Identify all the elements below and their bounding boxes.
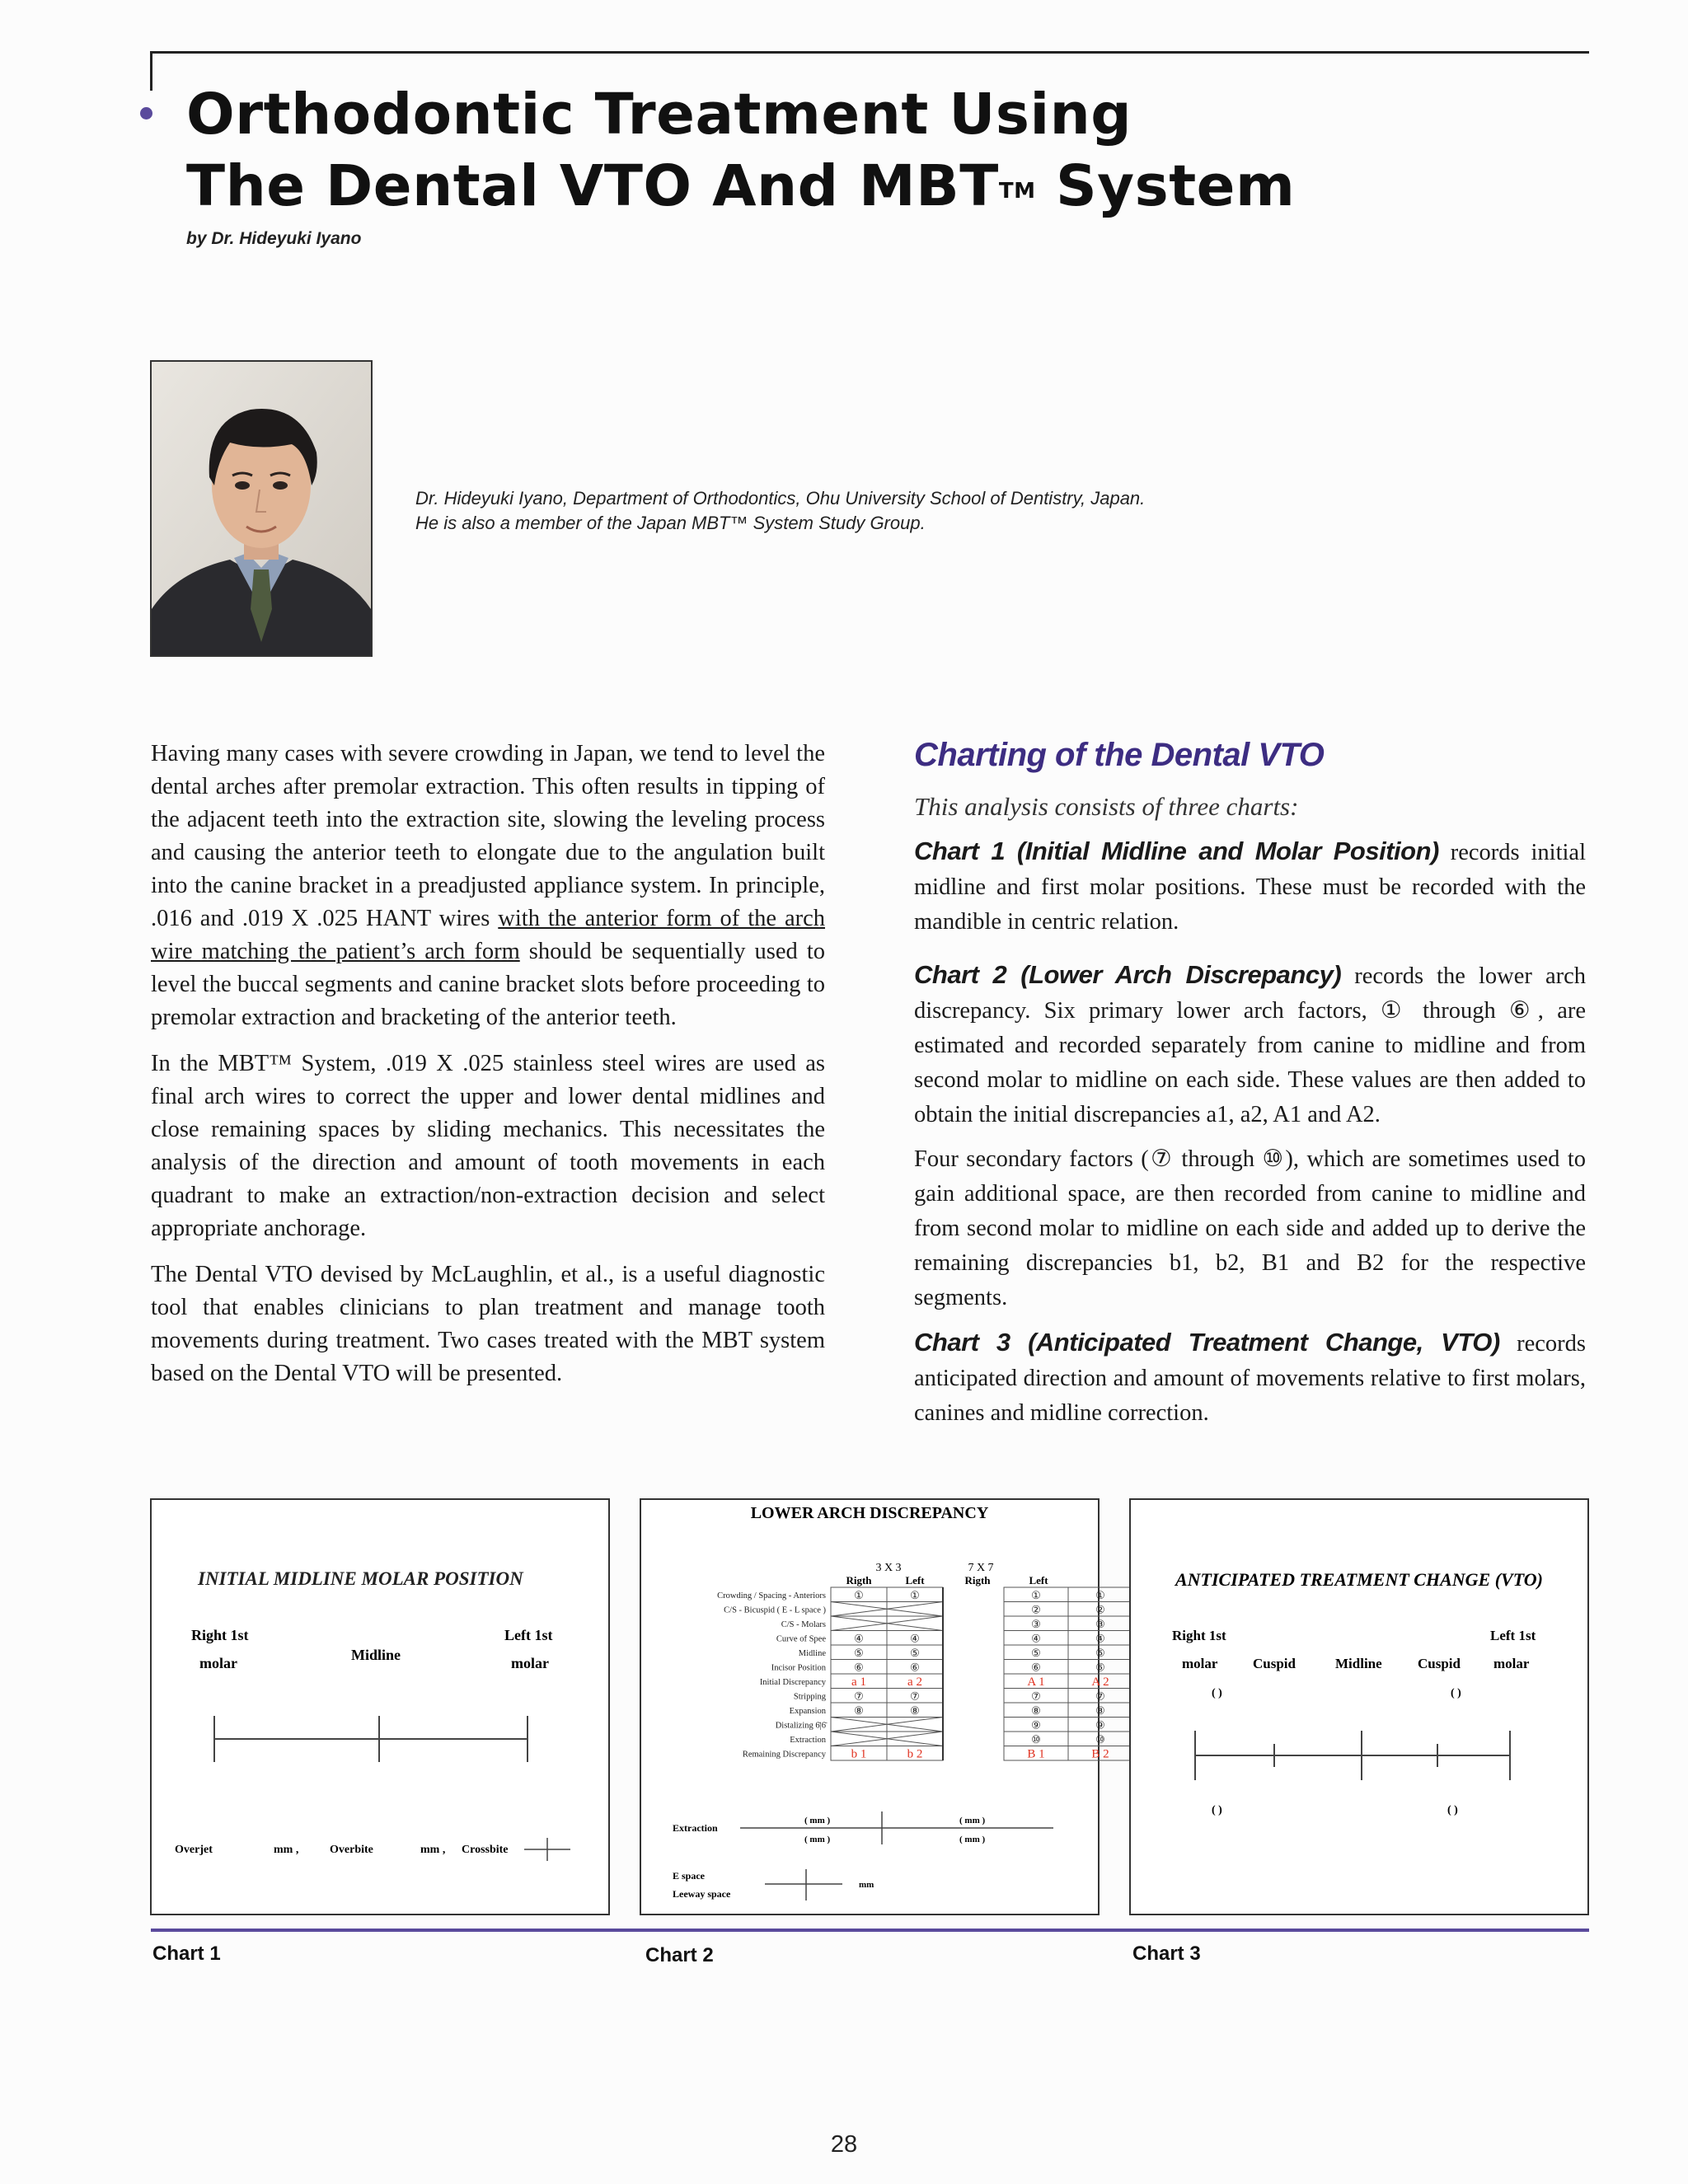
table-cell-value: b 1 <box>851 1747 867 1761</box>
table-cell-value: ⑨ <box>1031 1718 1041 1732</box>
table-cell-value: A 1 <box>1027 1675 1045 1689</box>
table-cell-value: ⑤ <box>1095 1647 1105 1659</box>
e-space-cross-icon <box>765 1869 842 1900</box>
title-bullet-icon <box>140 107 152 120</box>
table-cell-value: ⑤ <box>1031 1647 1041 1659</box>
e-space-mm: mm <box>859 1880 874 1890</box>
chart1-left-label: Left 1st <box>504 1627 553 1643</box>
chart-1-caption: Chart 1 <box>152 1943 221 1965</box>
overbite-mm: mm , <box>420 1844 446 1856</box>
overbite-label: Overbite <box>330 1844 373 1856</box>
table-cell-value: ④ <box>1095 1632 1105 1645</box>
chart3-cuspid-left: Cuspid <box>1418 1656 1461 1671</box>
table-row-label: Crowding / Spacing - Anteriors <box>717 1591 826 1601</box>
chart3-left-label: Left 1st <box>1490 1628 1536 1643</box>
chart1-position-axis <box>214 1716 528 1762</box>
extraction-right-upper: ( mm ) <box>959 1816 986 1825</box>
table-row-label: C/S - Molars <box>781 1620 826 1629</box>
p1-text-a: Having many cases with severe crowding in Japan, we tend to level the dental arches after premolar extraction. This often results in tipping of the adjacent teeth into the extraction site, slowing the leveling process and causing the anterior teeth to elongate due to the angulation built into the canine bracket in a preadjusted appliance system. In principle, .016 and .019 X .025 HANT wires <box>151 741 825 931</box>
chart1-description <box>914 834 1586 940</box>
chart1-right-label: Right 1st <box>191 1627 249 1643</box>
table-cell-value: ⑩ <box>1095 1733 1105 1746</box>
table-row-label: Stripping <box>793 1692 826 1702</box>
extraction-axis <box>740 1811 1053 1844</box>
table-cell-value: ⑩ <box>1031 1733 1041 1746</box>
chart1-midline-label: Midline <box>351 1647 401 1663</box>
col-head-left-3x3: Left <box>905 1574 925 1586</box>
paragraph-1 <box>151 738 825 1034</box>
paren-bottom-right: ( ) <box>1212 1804 1222 1816</box>
chart-2-figure <box>640 1498 1109 1915</box>
col-head-left-7x7: Left <box>1029 1574 1048 1586</box>
table-cell-value: ⑤ <box>910 1647 920 1659</box>
table-cell-value: ⑥ <box>1095 1661 1105 1674</box>
table-row-label: Initial Discrepancy <box>759 1678 826 1687</box>
title-line-2: The Dental VTO And MBT <box>186 153 999 219</box>
chart1-title: INITIAL MIDLINE MOLAR POSITION <box>198 1568 523 1589</box>
bio-line-2: He is also a member of the Japan MBT™ System Study Group. <box>415 513 926 533</box>
byline: by Dr. Hideyuki Iyano <box>186 229 362 248</box>
col-head-right-3x3: Rigth <box>846 1574 872 1586</box>
section-intro: This analysis consists of three charts: <box>914 792 1299 821</box>
table-cell <box>831 1616 887 1631</box>
table-cell-value: ⑧ <box>1031 1704 1041 1717</box>
table-row-label: C/S - Bicuspid ( E - L space ) <box>724 1605 826 1615</box>
table-row-label: Incisor Position <box>771 1663 826 1673</box>
chart1-right-molar: molar <box>199 1655 237 1671</box>
paren-bottom-left: ( ) <box>1447 1804 1458 1816</box>
author-bio <box>415 486 1145 536</box>
table-cell-value: ⑥ <box>910 1661 920 1674</box>
chart3-description <box>914 1325 1586 1431</box>
table-row-label: Curve of Spee <box>776 1634 826 1644</box>
table-cell-value: ② <box>1095 1603 1105 1616</box>
chart-2-caption: Chart 2 <box>645 1944 714 1966</box>
left-column <box>151 738 825 1404</box>
table-cell-value: ⑥ <box>854 1661 864 1674</box>
table-cell-value: ② <box>1031 1603 1041 1616</box>
title-line-1: Orthodontic Treatment Using <box>186 82 1132 148</box>
e-space-label: E space <box>673 1870 705 1882</box>
table-cell-value: ① <box>854 1589 864 1601</box>
table-cell <box>831 1602 887 1617</box>
author-photo <box>150 360 373 657</box>
chart3-molar-right: molar <box>1182 1656 1218 1671</box>
table-row-label: Expansion <box>789 1707 826 1716</box>
table-cell <box>887 1616 943 1631</box>
table-cell-value: ③ <box>1031 1618 1041 1630</box>
paragraph-3: The Dental VTO devised by McLaughlin, et al., is a useful diagnostic tool that enables clinicians to plan treatment and manage tooth movements during treatment. Two cases treated with the MBT system based on the Dental VTO will be presented. <box>151 1262 825 1386</box>
chart-1-figure <box>150 1498 610 1915</box>
chart-3-figure <box>1129 1498 1589 1915</box>
p1-underlined: with the anterior form of the arch wire matching the patient’s arch form <box>151 906 825 964</box>
discrepancy-table <box>717 1587 1132 1761</box>
page-number: 28 <box>830 2131 858 2158</box>
table-cell-value: ① <box>910 1589 920 1601</box>
extraction-left-lower: ( mm ) <box>804 1835 831 1844</box>
table-cell-value: B 1 <box>1027 1747 1045 1761</box>
table-cell-value: ⑨ <box>1095 1718 1105 1732</box>
table-row-label: Midline <box>798 1649 826 1658</box>
table-cell-value: ④ <box>854 1632 864 1645</box>
leeway-space-label: Leeway space <box>673 1888 731 1900</box>
table-cell-value: ⑦ <box>854 1690 864 1703</box>
crossbite-cross-icon <box>524 1838 570 1861</box>
chart1-left-molar: molar <box>511 1655 549 1671</box>
table-cell-value: ⑧ <box>1095 1704 1105 1717</box>
bio-line-1: Dr. Hideyuki Iyano, Department of Orthodontics, Ohu University School of Dentistry, Japan. <box>415 488 1146 509</box>
chart3-cuspid-right: Cuspid <box>1253 1656 1296 1671</box>
table-cell-value: B 2 <box>1091 1747 1109 1761</box>
col-head-right-7x7: Rigth <box>964 1574 991 1586</box>
table-cell-value: a 2 <box>907 1675 922 1689</box>
chart2-text: records the lower arch discrepancy. Six primary lower arch factors, ① through ⑥, are estimated and recorded separately from canine to midline and from second molar to midline on each side. These values are then added to obtain the initial discrepancies a1, a2, A1 and A2. <box>914 963 1586 1127</box>
chart2-lead: Chart 2 (Lower Arch Discrepancy) <box>914 960 1342 989</box>
title-line-2-end: System <box>1035 153 1296 219</box>
chart3-molar-left: molar <box>1493 1656 1530 1671</box>
chart3-right-label: Right 1st <box>1172 1628 1226 1643</box>
chart-3-caption: Chart 3 <box>1132 1943 1201 1965</box>
article-title <box>186 79 1295 223</box>
chart3-position-axis <box>1195 1731 1510 1780</box>
table-row-label: Remaining Discrepancy <box>742 1750 826 1760</box>
paren-top-left: ( ) <box>1451 1687 1461 1699</box>
crossbite-label: Crossbite <box>462 1844 509 1856</box>
chart3-lead: Chart 3 (Anticipated Treatment Change, VTO) <box>914 1328 1500 1357</box>
table-cell-value: b 2 <box>907 1747 923 1761</box>
table-cell <box>887 1718 943 1732</box>
table-cell-value: ③ <box>1095 1618 1105 1630</box>
table-cell-value: ④ <box>1031 1632 1041 1645</box>
table-row-label: Distalizing 6̄|6̄ <box>775 1721 826 1731</box>
extraction-right-lower: ( mm ) <box>959 1835 986 1844</box>
extraction-left-upper: ( mm ) <box>804 1816 831 1825</box>
table-cell-value: ④ <box>910 1632 920 1645</box>
chart3-midline: Midline <box>1335 1656 1382 1671</box>
table-cell-value: A 2 <box>1091 1675 1109 1689</box>
table-cell-value: ⑦ <box>1031 1690 1041 1703</box>
chart3-text: records anticipated direction and amount of movements relative to first molars, canines and midline correction. <box>914 1331 1586 1426</box>
table-cell-value: ⑤ <box>854 1647 864 1659</box>
chart2-description <box>914 958 1586 1132</box>
paren-top-right: ( ) <box>1212 1687 1222 1699</box>
table-cell-value: ① <box>1095 1589 1105 1601</box>
corner-rule-vertical <box>150 51 152 91</box>
paragraph-2: In the MBT™ System, .019 X .025 stainless steel wires are used as final arch wires to correct the upper and lower dental midlines and close remaining spaces by sliding mechanics. This necessitates the analysis of the direction and amount of tooth movements in each quadrant to make an extraction/non-extraction decision and select appropriate anchorage. <box>151 1051 825 1241</box>
extraction-label: Extraction <box>673 1822 718 1834</box>
header-3x3: 3 X 3 <box>875 1562 902 1574</box>
chart1-lead: Chart 1 (Initial Midline and Molar Position) <box>914 837 1439 865</box>
trademark-mark: TM <box>998 179 1036 204</box>
table-cell <box>887 1602 943 1617</box>
table-cell-value: ⑦ <box>910 1690 920 1703</box>
overjet-label: Overjet <box>175 1844 213 1856</box>
table-row-label: Extraction <box>790 1736 826 1745</box>
table-cell-value: a 1 <box>851 1675 866 1689</box>
table-cell <box>831 1732 887 1746</box>
chart2-title: LOWER ARCH DISCREPANCY <box>750 1504 989 1522</box>
secondary-factors-paragraph: Four secondary factors (⑦ through ⑩), which are sometimes used to gain additional space, are then recorded from canine to midline and from second molar to midline on each side and added up to derive the remaining discrepancies b1, b2, B1 and B2 for the respective segments. <box>914 1146 1586 1310</box>
chart1-text: records initial midline and first molar positions. These must be recorded with the mandible in centric relation. <box>914 840 1586 935</box>
section-heading: Charting of the Dental VTO <box>914 737 1325 773</box>
caption-rule <box>151 1929 1589 1932</box>
corner-rule-horizontal <box>150 51 1589 54</box>
table-cell-value: ⑦ <box>1095 1690 1105 1703</box>
p1-text-b: should be sequentially used to level the buccal segments and canine bracket slots before proceeding to premolar extraction and bracketing of the anterior teeth. <box>151 939 826 1030</box>
chart3-title: ANTICIPATED TREATMENT CHANGE (VTO) <box>1175 1569 1543 1590</box>
table-cell <box>831 1718 887 1732</box>
table-cell-value: ⑥ <box>1031 1661 1041 1674</box>
table-cell-value: ① <box>1031 1589 1041 1601</box>
table-cell-value: ⑧ <box>854 1704 864 1717</box>
table-cell-value: ⑧ <box>910 1704 920 1717</box>
overjet-mm: mm , <box>274 1844 299 1856</box>
header-7x7: 7 X 7 <box>968 1562 994 1574</box>
right-column <box>914 732 1586 1441</box>
table-cell <box>887 1732 943 1746</box>
